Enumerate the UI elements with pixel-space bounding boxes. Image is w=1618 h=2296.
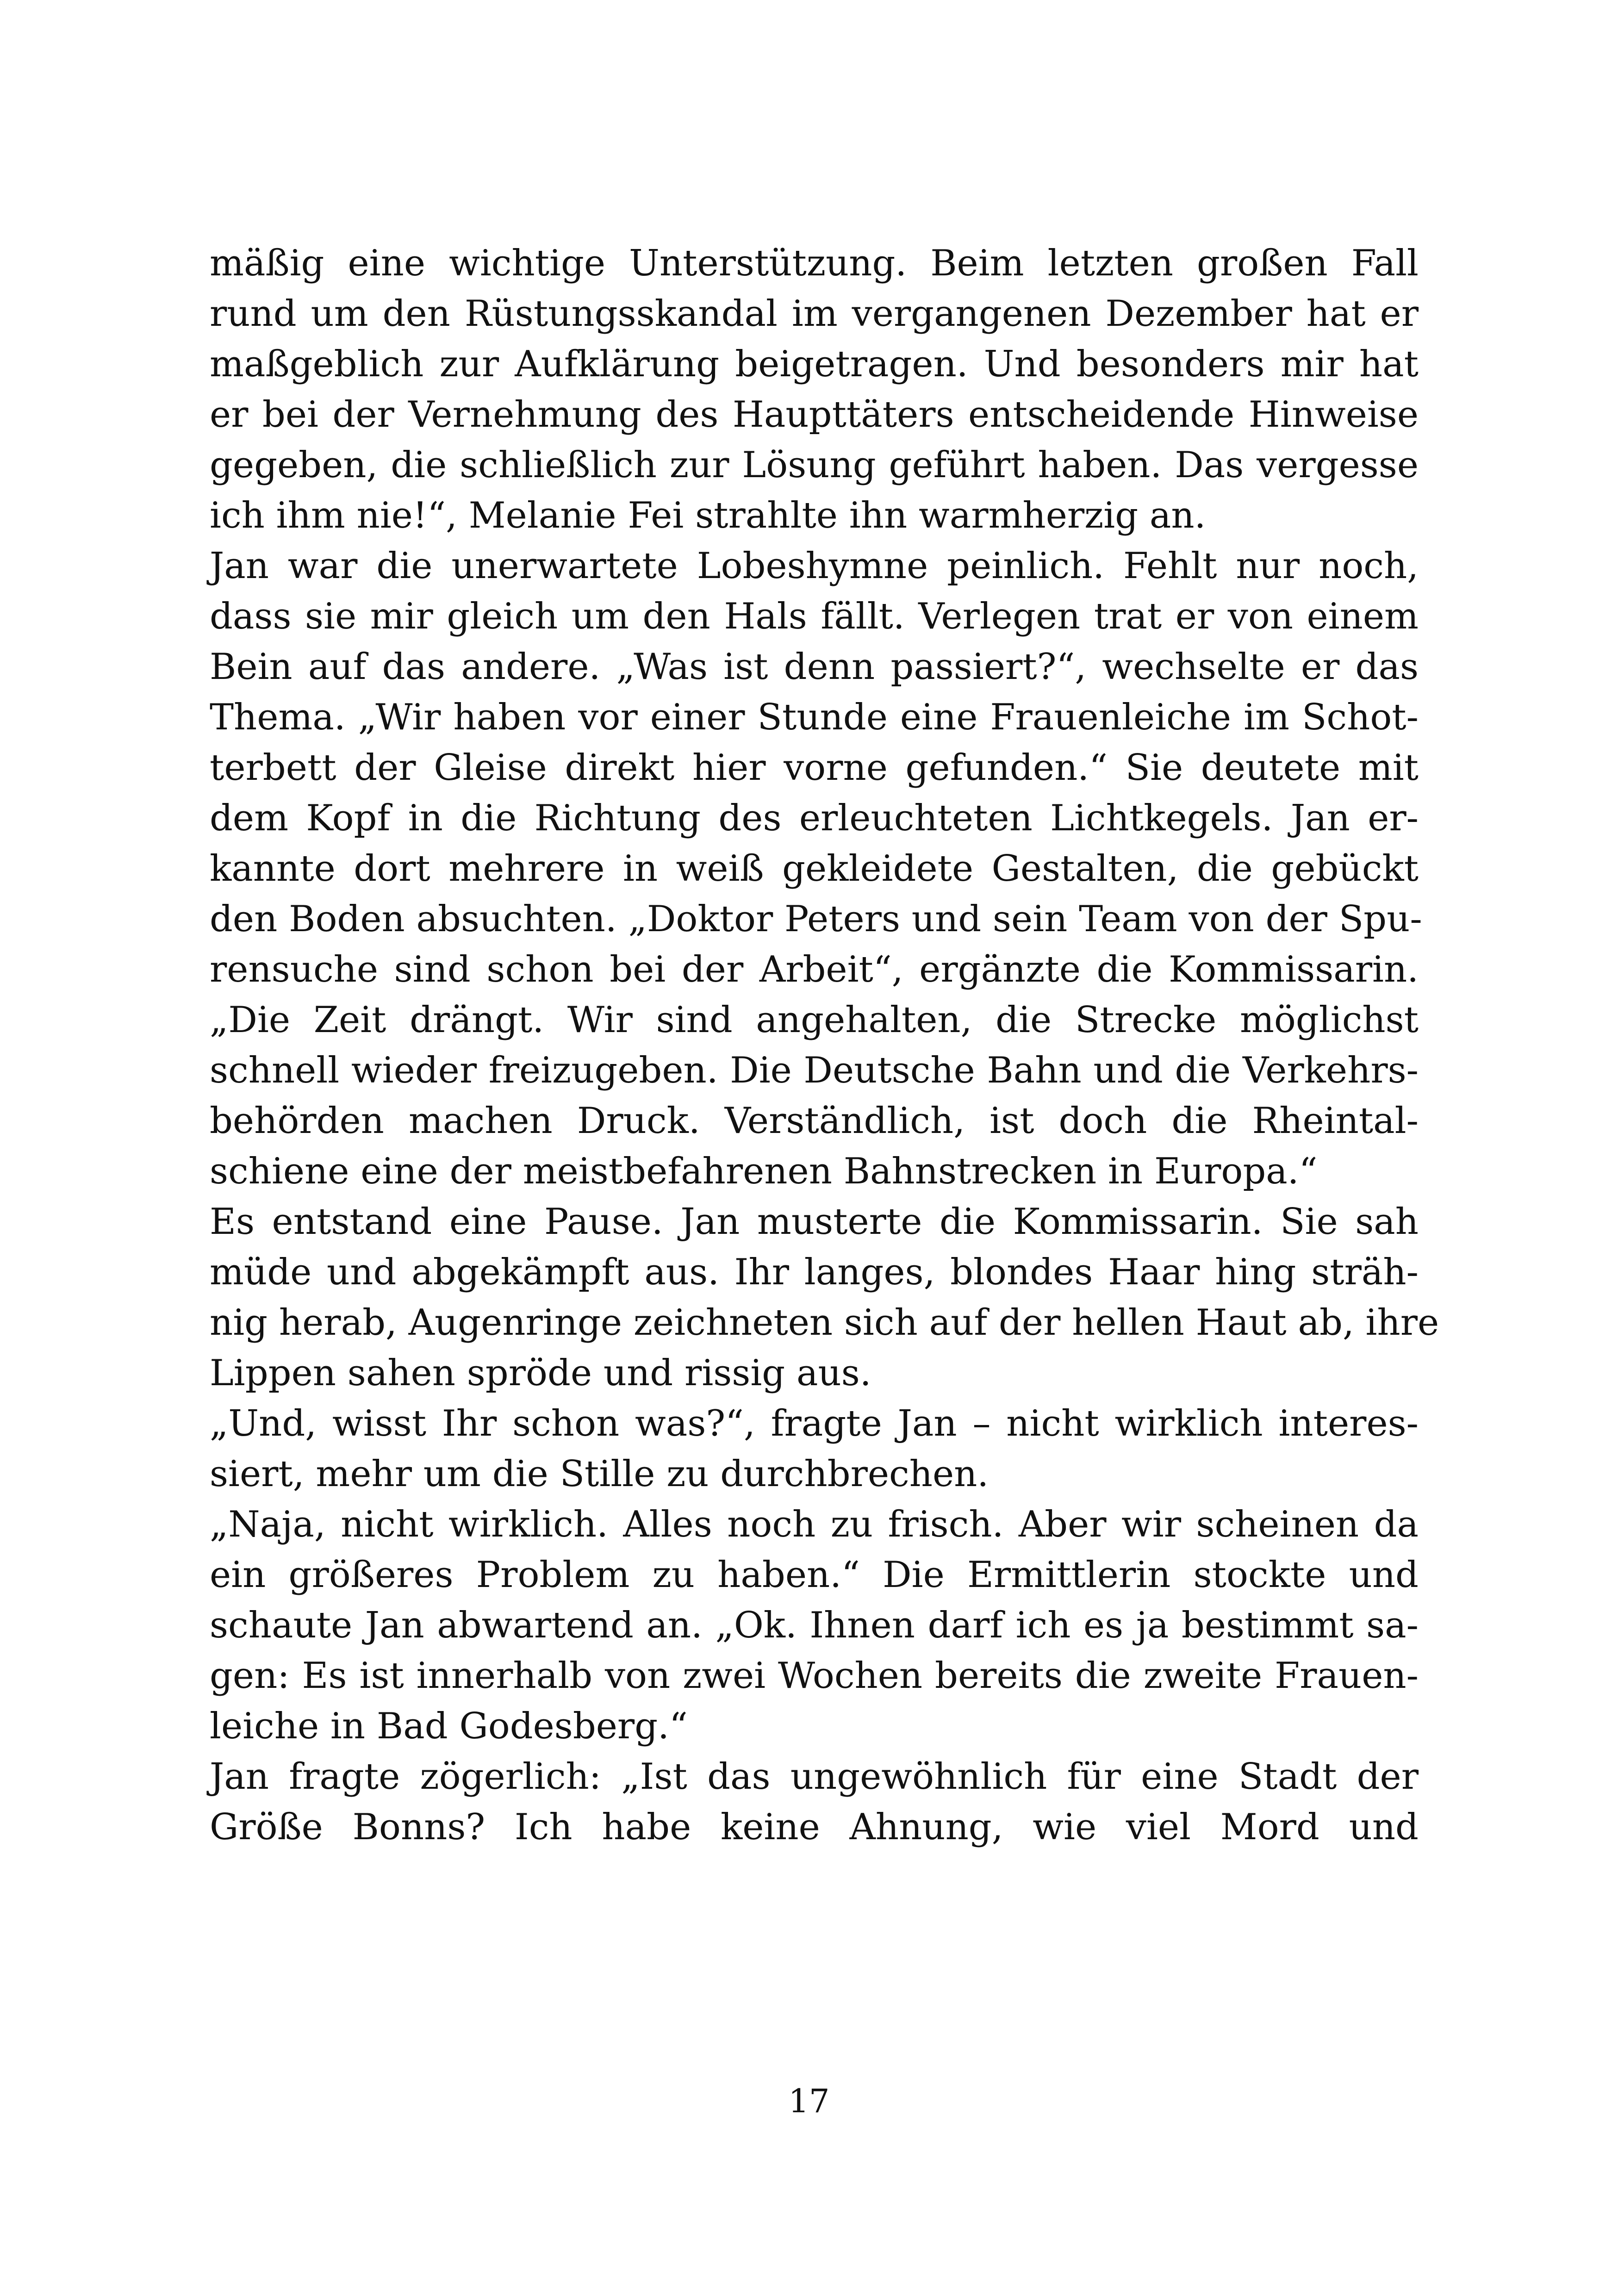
text-line: rund um den Rüstungsskandal im vergangenen Dezember hat er	[210, 293, 1419, 335]
text-line: ein größeres Problem zu haben.“ Die Ermittlerin stockte und	[210, 1554, 1419, 1596]
text-line: Es entstand eine Pause. Jan musterte die Kommissarin. Sie sah	[210, 1201, 1419, 1243]
text-line: maßgeblich zur Aufklärung beigetragen. Und besonders mir hat	[210, 343, 1419, 385]
text-line: Bein auf das andere. „Was ist denn passiert?“, wechselte er das	[210, 646, 1419, 688]
text-line: „Naja, nicht wirklich. Alles noch zu frisch. Aber wir scheinen da	[210, 1504, 1419, 1545]
text-line: müde und abgekämpft aus. Ihr langes, blondes Haar hing sträh-	[210, 1251, 1419, 1293]
text-line: „Und, wisst Ihr schon was?“, fragte Jan – nicht wirklich interes-	[210, 1403, 1419, 1444]
text-line: siert, mehr um die Stille zu durchbrechen.	[210, 1453, 989, 1495]
text-line: kannte dort mehrere in weiß gekleidete Gestalten, die gebückt	[210, 848, 1419, 890]
body-text	[210, 238, 1439, 1853]
text-line: terbett der Gleise direkt hier vorne gefunden.“ Sie deutete mit	[210, 747, 1419, 789]
text-line: dem Kopf in die Richtung des erleuchteten Lichtkegels. Jan er-	[210, 797, 1419, 839]
text-line: er bei der Vernehmung des Haupttäters entscheidende Hinweise	[210, 394, 1419, 436]
page-number: 17	[788, 2082, 830, 2120]
text-line: rensuche sind schon bei der Arbeit“, ergänzte die Kommissarin.	[210, 949, 1419, 990]
text-line: leiche in Bad Godesberg.“	[210, 1705, 688, 1747]
text-line: „Die Zeit drängt. Wir sind angehalten, die Strecke möglichst	[210, 999, 1419, 1041]
text-line: mäßig eine wichtige Unterstützung. Beim letzten großen Fall	[210, 243, 1419, 284]
text-line: ich ihm nie!“, Melanie Fei strahlte ihn warmherzig an.	[210, 495, 1206, 536]
text-line: nig herab, Augenringe zeichneten sich auf der hellen Haut ab, ihre	[210, 1302, 1439, 1344]
text-line: behörden machen Druck. Verständlich, ist doch die Rheintal-	[210, 1100, 1419, 1142]
text-line: Jan war die unerwartete Lobeshymne peinlich. Fehlt nur noch,	[210, 545, 1419, 587]
text-line: Thema. „Wir haben vor einer Stunde eine Frauenleiche im Schot-	[210, 697, 1419, 738]
text-line: schiene eine der meistbefahrenen Bahnstrecken in Europa.“	[210, 1151, 1318, 1192]
text-line: gen: Es ist innerhalb von zwei Wochen bereits die zweite Frauen-	[210, 1655, 1419, 1697]
text-line: Lippen sahen spröde und rissig aus.	[210, 1352, 871, 1394]
text-line: dass sie mir gleich um den Hals fällt. Verlegen trat er von einem	[210, 596, 1419, 637]
text-line: schaute Jan abwartend an. „Ok. Ihnen darf ich es ja bestimmt sa-	[210, 1605, 1419, 1646]
text-line: Größe Bonns? Ich habe keine Ahnung, wie viel Mord und	[210, 1806, 1419, 1848]
text-line: schnell wieder freizugeben. Die Deutsche Bahn und die Verkehrs-	[210, 1050, 1419, 1091]
text-line: den Boden absuchten. „Doktor Peters und sein Team von der Spu-	[210, 898, 1422, 940]
text-line: gegeben, die schließlich zur Lösung geführt haben. Das vergesse	[210, 444, 1419, 486]
text-line: Jan fragte zögerlich: „Ist das ungewöhnlich für eine Stadt der	[210, 1756, 1419, 1798]
